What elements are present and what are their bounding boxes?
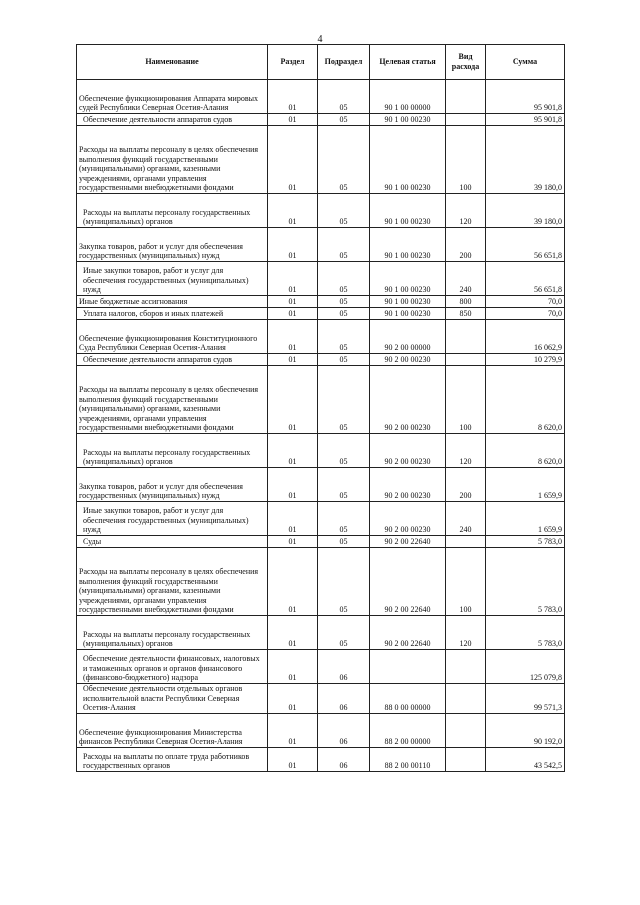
row-vid	[446, 354, 486, 366]
row-name: Иные бюджетные ассигнования	[77, 296, 268, 308]
row-target: 90 1 00 00230	[370, 126, 446, 194]
row-sum: 125 079,8	[486, 650, 565, 684]
header-name: Наименование	[77, 45, 268, 80]
row-target: 90 1 00 00230	[370, 228, 446, 262]
row-vid: 240	[446, 262, 486, 296]
budget-table	[76, 44, 565, 772]
row-podrazdel: 05	[318, 228, 370, 262]
row-podrazdel: 06	[318, 713, 370, 747]
row-name: Расходы на выплаты персоналу государственных (муниципальных) органов	[77, 194, 268, 228]
row-razdel: 01	[268, 713, 318, 747]
header-vid: Вид расхода	[446, 45, 486, 80]
row-target: 90 1 00 00230	[370, 262, 446, 296]
row-name: Расходы на выплаты персоналу в целях обеспечения выполнения функций государственными (муниципальными) органами, казенными учреждениями, органами управления государственными внебюджетными фондами	[77, 366, 268, 434]
row-vid: 800	[446, 296, 486, 308]
row-sum: 8 620,0	[486, 366, 565, 434]
row-vid	[446, 684, 486, 714]
row-podrazdel: 05	[318, 366, 370, 434]
table-row	[77, 366, 565, 434]
row-name: Суды	[77, 536, 268, 548]
row-name: Уплата налогов, сборов и иных платежей	[77, 308, 268, 320]
page-number: 4	[317, 34, 323, 45]
row-vid: 120	[446, 434, 486, 468]
table-row	[77, 308, 565, 320]
row-vid: 100	[446, 126, 486, 194]
row-sum: 95 901,8	[486, 114, 565, 126]
row-target: 90 2 00 00230	[370, 468, 446, 502]
table-row	[77, 468, 565, 502]
row-razdel: 01	[268, 194, 318, 228]
table-row	[77, 713, 565, 747]
row-podrazdel: 05	[318, 468, 370, 502]
table-header-row	[77, 45, 565, 80]
row-name: Обеспечение деятельности аппаратов судов	[77, 114, 268, 126]
row-podrazdel: 05	[318, 114, 370, 126]
table-row	[77, 434, 565, 468]
row-razdel: 01	[268, 684, 318, 714]
row-razdel: 01	[268, 80, 318, 114]
row-podrazdel: 05	[318, 320, 370, 354]
row-target: 90 2 00 00230	[370, 434, 446, 468]
row-podrazdel: 05	[318, 536, 370, 548]
row-name: Закупка товаров, работ и услуг для обеспечения государственных (муниципальных) нужд	[77, 228, 268, 262]
row-target: 90 1 00 00230	[370, 308, 446, 320]
row-vid: 120	[446, 194, 486, 228]
row-razdel: 01	[268, 536, 318, 548]
row-target: 88 2 00 00000	[370, 713, 446, 747]
row-target: 90 2 00 00000	[370, 320, 446, 354]
table-row	[77, 650, 565, 684]
row-podrazdel: 05	[318, 434, 370, 468]
row-name: Обеспечение функционирования Аппарата мировых судей Республики Северная Осетия-Алания	[77, 80, 268, 114]
row-podrazdel: 06	[318, 650, 370, 684]
row-name: Расходы на выплаты по оплате труда работников государственных органов	[77, 747, 268, 771]
row-razdel: 01	[268, 126, 318, 194]
row-target: 90 2 00 00230	[370, 502, 446, 536]
table-row	[77, 126, 565, 194]
row-podrazdel: 05	[318, 262, 370, 296]
table-body	[77, 80, 565, 772]
row-sum: 1 659,9	[486, 468, 565, 502]
row-sum: 5 783,0	[486, 536, 565, 548]
row-sum: 10 279,9	[486, 354, 565, 366]
row-podrazdel: 05	[318, 354, 370, 366]
row-podrazdel: 05	[318, 548, 370, 616]
row-razdel: 01	[268, 502, 318, 536]
table-row	[77, 228, 565, 262]
row-sum: 5 783,0	[486, 548, 565, 616]
row-razdel: 01	[268, 228, 318, 262]
row-name: Закупка товаров, работ и услуг для обеспечения государственных (муниципальных) нужд	[77, 468, 268, 502]
table-row	[77, 194, 565, 228]
table-row	[77, 354, 565, 366]
row-sum: 5 783,0	[486, 616, 565, 650]
row-razdel: 01	[268, 468, 318, 502]
row-vid	[446, 650, 486, 684]
row-name: Иные закупки товаров, работ и услуг для обеспечения государственных (муниципальных) нужд	[77, 502, 268, 536]
header-razdel: Раздел	[268, 45, 318, 80]
row-podrazdel: 05	[318, 502, 370, 536]
row-sum: 8 620,0	[486, 434, 565, 468]
row-sum: 90 192,0	[486, 713, 565, 747]
row-podrazdel: 05	[318, 616, 370, 650]
row-name: Иные закупки товаров, работ и услуг для обеспечения государственных (муниципальных) нужд	[77, 262, 268, 296]
table-row	[77, 536, 565, 548]
row-name: Расходы на выплаты персоналу в целях обеспечения выполнения функций государственными (муниципальными) органами, казенными учреждениями, органами управления государственными внебюджетными фондами	[77, 126, 268, 194]
row-target: 90 1 00 00230	[370, 296, 446, 308]
row-sum: 99 571,3	[486, 684, 565, 714]
row-vid: 200	[446, 228, 486, 262]
row-vid: 100	[446, 366, 486, 434]
row-vid: 240	[446, 502, 486, 536]
header-sum: Сумма	[486, 45, 565, 80]
row-razdel: 01	[268, 262, 318, 296]
row-vid: 100	[446, 548, 486, 616]
table-row	[77, 80, 565, 114]
row-razdel: 01	[268, 114, 318, 126]
row-target: 90 2 00 22640	[370, 548, 446, 616]
row-razdel: 01	[268, 650, 318, 684]
row-vid	[446, 114, 486, 126]
table-row	[77, 502, 565, 536]
row-vid	[446, 713, 486, 747]
row-target: 88 2 00 00110	[370, 747, 446, 771]
table-row	[77, 296, 565, 308]
row-razdel: 01	[268, 354, 318, 366]
row-target: 88 0 00 00000	[370, 684, 446, 714]
row-vid	[446, 320, 486, 354]
row-sum: 70,0	[486, 308, 565, 320]
row-razdel: 01	[268, 548, 318, 616]
row-razdel: 01	[268, 366, 318, 434]
row-razdel: 01	[268, 616, 318, 650]
row-name: Обеспечение деятельности отдельных органов исполнительной власти Республики Северная Осетия-Алания	[77, 684, 268, 714]
row-vid: 850	[446, 308, 486, 320]
row-razdel: 01	[268, 747, 318, 771]
row-sum: 70,0	[486, 296, 565, 308]
row-sum: 39 180,0	[486, 126, 565, 194]
table-row	[77, 320, 565, 354]
row-name: Обеспечение деятельности финансовых, налоговых и таможенных органов и органов финансового (финансово-бюджетного) надзора	[77, 650, 268, 684]
row-target: 90 2 00 00230	[370, 366, 446, 434]
row-target: 90 1 00 00230	[370, 114, 446, 126]
row-name: Обеспечение деятельности аппаратов судов	[77, 354, 268, 366]
row-target: 90 1 00 00000	[370, 80, 446, 114]
row-podrazdel: 05	[318, 296, 370, 308]
row-razdel: 01	[268, 320, 318, 354]
table-row	[77, 616, 565, 650]
row-vid: 200	[446, 468, 486, 502]
row-razdel: 01	[268, 296, 318, 308]
table-row	[77, 114, 565, 126]
row-podrazdel: 05	[318, 80, 370, 114]
row-podrazdel: 06	[318, 747, 370, 771]
row-name: Обеспечение функционирования Конституционного Суда Республики Северная Осетия-Алания	[77, 320, 268, 354]
row-vid	[446, 80, 486, 114]
row-name: Обеспечение функционирования Министерства финансов Республики Северная Осетия-Алания	[77, 713, 268, 747]
row-sum: 43 542,5	[486, 747, 565, 771]
table-row	[77, 747, 565, 771]
row-name: Расходы на выплаты персоналу в целях обеспечения выполнения функций государственными (муниципальными) органами, казенными учреждениями, органами управления государственными внебюджетными фондами	[77, 548, 268, 616]
row-sum: 56 651,8	[486, 262, 565, 296]
row-sum: 1 659,9	[486, 502, 565, 536]
row-podrazdel: 05	[318, 126, 370, 194]
row-podrazdel: 05	[318, 308, 370, 320]
row-name: Расходы на выплаты персоналу государственных (муниципальных) органов	[77, 434, 268, 468]
row-razdel: 01	[268, 308, 318, 320]
row-target: 90 1 00 00230	[370, 194, 446, 228]
row-sum: 56 651,8	[486, 228, 565, 262]
table-row	[77, 684, 565, 714]
row-podrazdel: 06	[318, 684, 370, 714]
row-target: 90 2 00 22640	[370, 536, 446, 548]
row-podrazdel: 05	[318, 194, 370, 228]
table-row	[77, 548, 565, 616]
row-vid	[446, 747, 486, 771]
header-target: Целевая статья	[370, 45, 446, 80]
row-target	[370, 650, 446, 684]
row-vid: 120	[446, 616, 486, 650]
table-row	[77, 262, 565, 296]
row-sum: 95 901,8	[486, 80, 565, 114]
row-sum: 39 180,0	[486, 194, 565, 228]
row-razdel: 01	[268, 434, 318, 468]
row-name: Расходы на выплаты персоналу государственных (муниципальных) органов	[77, 616, 268, 650]
row-sum: 16 062,9	[486, 320, 565, 354]
row-target: 90 2 00 00230	[370, 354, 446, 366]
row-target: 90 2 00 22640	[370, 616, 446, 650]
header-podrazdel: Подраздел	[318, 45, 370, 80]
row-vid	[446, 536, 486, 548]
